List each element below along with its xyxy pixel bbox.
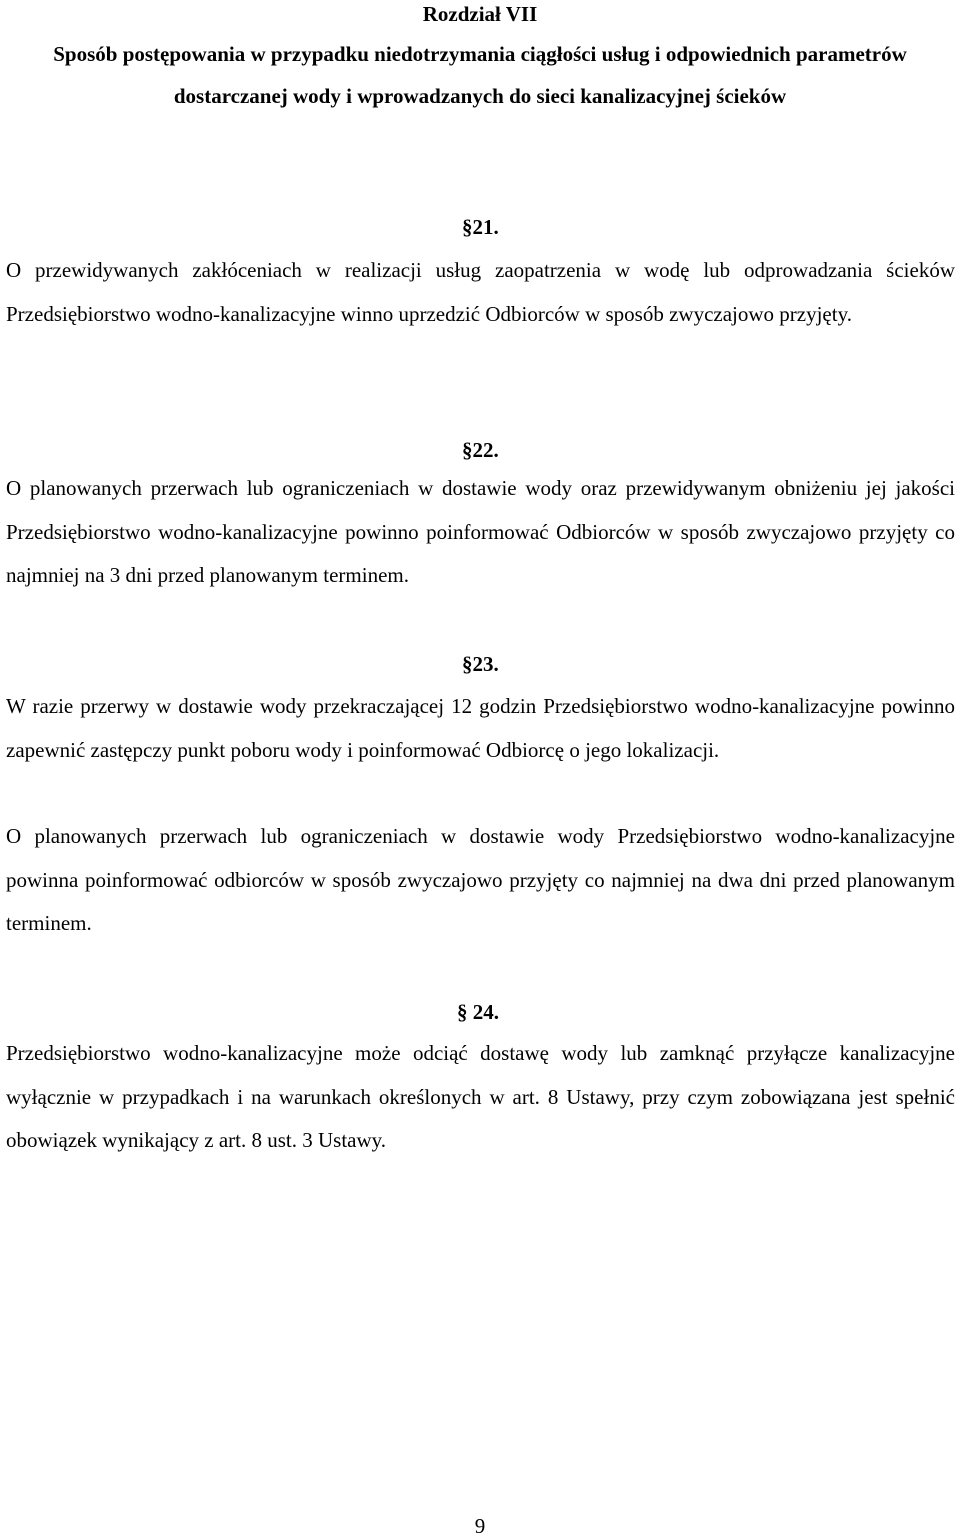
section-21-mark: §21. — [462, 215, 499, 239]
section-22-paragraph: O planowanych przerwach lub ograniczeniach w dostawie wody oraz przewidywanym obniżeniu jej jakości Przedsiębiorstwo wodno-kanalizacyjne powinno poinformować Odbiorców w sposób zwyczajowo przyjęty co najmniej na 3 dni przed planowanym terminem. — [6, 476, 955, 588]
section-23-mark: §23. — [462, 652, 499, 676]
page-number: 9 — [474, 1514, 486, 1538]
section-23-paragraph-2: O planowanych przerwach lub ograniczeniach w dostawie wody Przedsiębiorstwo wodno-kanalizacyjne powinna poinformować odbiorców w sposób zwyczajowo przyjęty co najmniej na dwa dni przed planowanym terminem. — [6, 824, 955, 936]
chapter-number: Rozdział VII — [422, 2, 538, 26]
section-24-paragraph: Przedsiębiorstwo wodno-kanalizacyjne może odciąć dostawę wody lub zamknąć przyłącze kanalizacyjne wyłącznie w przypadkach i na warunkach określonych w art. 8 Ustawy, przy czym zobowiązana jest spełnić obowiązek wynikający z art. 8 ust. 3 Ustawy. — [6, 1041, 955, 1153]
chapter-title: Sposób postępowania w przypadku niedotrzymania ciągłości usług i odpowiednich parametrów dostarczanej wody i wprowadzanych do sieci kanalizacyjnej ścieków — [53, 42, 907, 108]
section-23-paragraph-1: W razie przerwy w dostawie wody przekraczającej 12 godzin Przedsiębiorstwo wodno-kanalizacyjne powinno zapewnić zastępczy punkt poboru wody i poinformować Odbiorcę o jego lokalizacji. — [6, 694, 955, 762]
section-22-mark: §22. — [462, 438, 499, 462]
section-21-paragraph: O przewidywanych zakłóceniach w realizacji usług zaopatrzenia w wodę lub odprowadzania ścieków Przedsiębiorstwo wodno-kanalizacyjne winno uprzedzić Odbiorców w sposób zwyczajowo przyjęty. — [6, 258, 955, 326]
section-24-mark: § 24. — [457, 1000, 499, 1024]
